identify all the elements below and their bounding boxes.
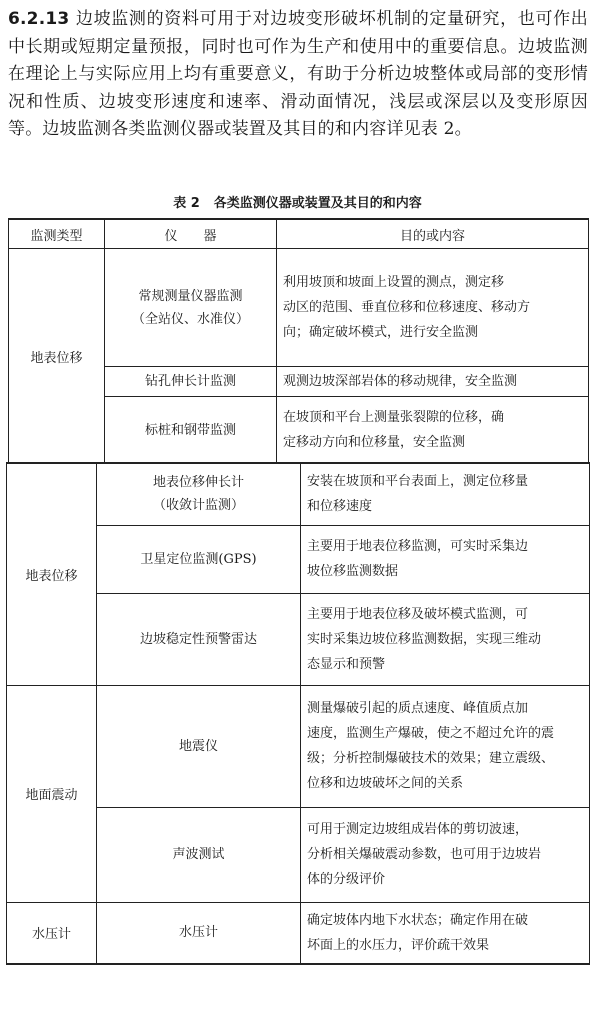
purpose-cell: 主要用于地表位移及破坏模式监测，可 实时采集边坡位移监测数据，实现三维动 态显示和预警 [301,593,590,685]
table-part-1 [8,218,589,464]
type-cell: 地表位移 [9,249,105,464]
table-row [7,902,590,964]
header-type: 监测类型 [9,219,105,249]
instrument-cell: 地表位移伸长计 （收敛计监测） [97,463,301,525]
table-number: 表 2 [173,196,200,211]
section-text: 边坡监测的资料可用于对边坡变形破坏机制的定量研究，也可作出中长期或短期定量预报，同时也可作为生产和使用中的重要信息。边坡监测在理论上与实际应用上均有重要意义，有助于分析边坡整体或局部的变形情况和性质、边坡变形速度和速率、滑动面情况，浅层或深层以及变形原因等。边坡监测各类监测仪器或装置及其目的和内容详见表 2。 [8,9,588,139]
purpose-cell: 主要用于地表位移监测，可实时采集边 坡位移监测数据 [301,525,590,593]
instrument-cell: 声波测试 [97,807,301,902]
instrument-cell: 标桩和钢带监测 [105,397,277,464]
instrument-cell: 常规测量仪器监测 （全站仪、水准仪） [105,249,277,367]
table-row [7,685,590,807]
table-part-2 [6,462,590,965]
purpose-cell: 确定坡体内地下水状态；确定作用在破 坏面上的水压力，评价疏干效果 [301,902,590,964]
header-instrument: 仪 器 [105,219,277,249]
type-cell: 水压计 [7,902,97,964]
table-title: 各类监测仪器或装置及其目的和内容 [213,196,422,211]
table-header-row [9,219,589,249]
table-row [9,249,589,367]
table-row [7,463,590,525]
clause-number: 6.2.13 [8,9,70,29]
purpose-cell: 安装在坡顶和平台表面上，测定位移量 和位移速度 [301,463,590,525]
header-purpose: 目的或内容 [277,219,589,249]
section-paragraph [8,6,588,144]
purpose-cell: 在坡顶和平台上测量张裂隙的位移，确 定移动方向和位移量，安全监测 [277,397,589,464]
type-cell: 地表位移 [7,463,97,685]
instrument-cell: 水压计 [97,902,301,964]
type-cell: 地面震动 [7,685,97,902]
table-caption [0,192,595,211]
instrument-cell: 地震仪 [97,685,301,807]
purpose-cell: 可用于测定边坡组成岩体的剪切波速， 分析相关爆破震动参数，也可用于边坡岩 体的分级评价 [301,807,590,902]
instrument-cell: 钻孔伸长计监测 [105,367,277,397]
instrument-cell: 边坡稳定性预警雷达 [97,593,301,685]
instrument-cell: 卫星定位监测(GPS) [97,525,301,593]
purpose-cell: 观测边坡深部岩体的移动规律，安全监测 [277,367,589,397]
purpose-cell: 利用坡顶和坡面上设置的测点，测定移 动区的范围、垂直位移和位移速度、移动方 向；确定破坏模式，进行安全监测 [277,249,589,367]
purpose-cell: 测量爆破引起的质点速度、峰值质点加 速度，监测生产爆破，使之不超过允许的震 级；分析控制爆破技术的效果；建立震级、 位移和边坡破坏之间的关系 [301,685,590,807]
